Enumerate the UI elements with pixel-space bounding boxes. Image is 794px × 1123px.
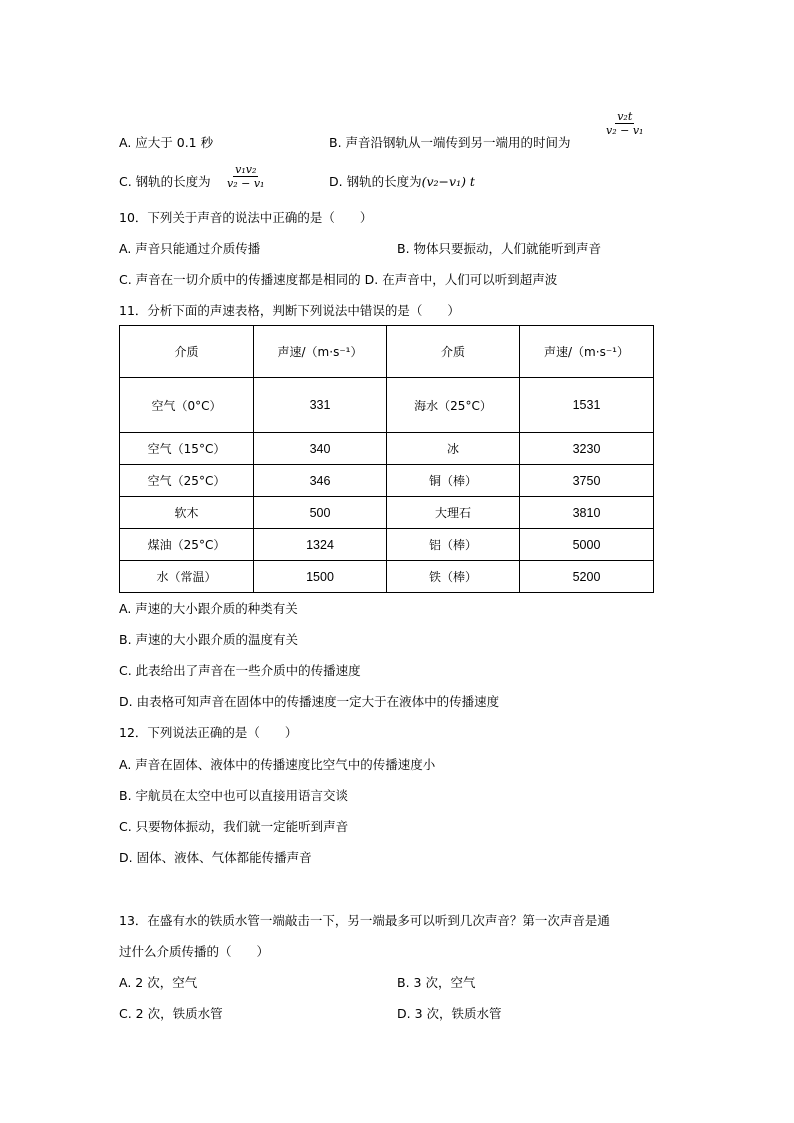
table-cell: 大理石 <box>387 497 520 529</box>
table-cell: 5200 <box>520 561 654 593</box>
fraction-numerator: v₂t <box>617 110 633 123</box>
speed-table <box>119 325 654 593</box>
table-cell: 水（常温） <box>120 561 254 593</box>
q9-option-c: C. 钢轨的长度为 <box>119 174 211 189</box>
q12-stem: 12．下列说法正确的是（ ） <box>119 725 298 740</box>
q11-option-c: C. 此表给出了声音在一些介质中的传播速度 <box>119 663 361 678</box>
table-cell: 1324 <box>254 529 387 561</box>
q10-option-b: B. 物体只要振动，人们就能听到声音 <box>397 241 602 256</box>
q12-option-b: B. 宇航员在太空中也可以直接用语言交谈 <box>119 788 349 803</box>
table-cell: 3230 <box>520 433 654 465</box>
table-cell: 3750 <box>520 465 654 497</box>
table-cell: 空气（0°C） <box>120 378 254 433</box>
q9-option-b-fraction <box>604 110 645 137</box>
q11-option-b: B. 声速的大小跟介质的温度有关 <box>119 632 299 647</box>
q13-stem-line-1: 13．在盛有水的铁质水管一端敲击一下，另一端最多可以听到几次声音？第一次声音是通 <box>119 913 610 928</box>
fraction-denominator: v₂ − v₁ <box>227 177 265 190</box>
table-cell: 铁（棒） <box>387 561 520 593</box>
table-cell: 3810 <box>520 497 654 529</box>
table-cell: 海水（25°C） <box>387 378 520 433</box>
q13-option-c: C. 2 次，铁质水管 <box>119 1006 223 1021</box>
table-header-cell: 声速/（m·s⁻¹） <box>520 326 654 378</box>
q12-option-d: D. 固体、液体、气体都能传播声音 <box>119 850 312 865</box>
q9-option-d-expression: (v₂−v₁) t <box>421 174 475 189</box>
table-row <box>120 465 654 497</box>
q9-option-d <box>329 172 475 190</box>
q13-option-a: A. 2 次，空气 <box>119 975 198 990</box>
table-row <box>120 561 654 593</box>
q9-option-b: B. 声音沿钢轨从一端传到另一端用的时间为 <box>329 135 571 150</box>
q11-option-d: D. 由表格可知声音在固体中的传播速度一定大于在液体中的传播速度 <box>119 694 500 709</box>
table-cell: 软木 <box>120 497 254 529</box>
table-cell: 340 <box>254 433 387 465</box>
q9-option-a: A. 应大于 0.1 秒 <box>119 135 214 150</box>
table-cell: 空气（25°C） <box>120 465 254 497</box>
table-header-cell: 声速/（m·s⁻¹） <box>254 326 387 378</box>
table-cell: 1531 <box>520 378 654 433</box>
table-cell: 空气（15°C） <box>120 433 254 465</box>
q12-option-c: C. 只要物体振动，我们就一定能听到声音 <box>119 819 349 834</box>
q10-option-c-d: C. 声音在一切介质中的传播速度都是相同的 D. 在声音中，人们可以听到超声波 <box>119 272 558 287</box>
q9-option-c-fraction <box>225 163 266 190</box>
table-cell: 1500 <box>254 561 387 593</box>
table-row <box>120 529 654 561</box>
q13-option-b: B. 3 次，空气 <box>397 975 476 990</box>
table-header-row <box>120 326 654 378</box>
q11-option-a: A. 声速的大小跟介质的种类有关 <box>119 601 298 616</box>
q13-option-d: D. 3 次，铁质水管 <box>397 1006 502 1021</box>
table-row <box>120 378 654 433</box>
q13-stem-line-2: 过什么介质传播的（ ） <box>119 944 270 959</box>
fraction-numerator: v₁v₂ <box>235 163 257 176</box>
q12-option-a: A. 声音在固体、液体中的传播速度比空气中的传播速度小 <box>119 757 436 772</box>
table-header-cell: 介质 <box>387 326 520 378</box>
table-row <box>120 497 654 529</box>
fraction-denominator: v₂ − v₁ <box>606 124 644 137</box>
table-cell: 铜（棒） <box>387 465 520 497</box>
table-cell: 煤油（25°C） <box>120 529 254 561</box>
table-cell: 冰 <box>387 433 520 465</box>
table-cell: 346 <box>254 465 387 497</box>
q10-stem: 10．下列关于声音的说法中正确的是（ ） <box>119 210 373 225</box>
table-cell: 铝（棒） <box>387 529 520 561</box>
table-row <box>120 433 654 465</box>
table-header-cell: 介质 <box>120 326 254 378</box>
q10-option-a: A. 声音只能通过介质传播 <box>119 241 261 256</box>
q9-option-d-label: D. 钢轨的长度为 <box>329 174 422 189</box>
table-cell: 5000 <box>520 529 654 561</box>
table-cell: 331 <box>254 378 387 433</box>
table-cell: 500 <box>254 497 387 529</box>
q11-stem: 11．分析下面的声速表格，判断下列说法中错误的是（ ） <box>119 303 460 318</box>
